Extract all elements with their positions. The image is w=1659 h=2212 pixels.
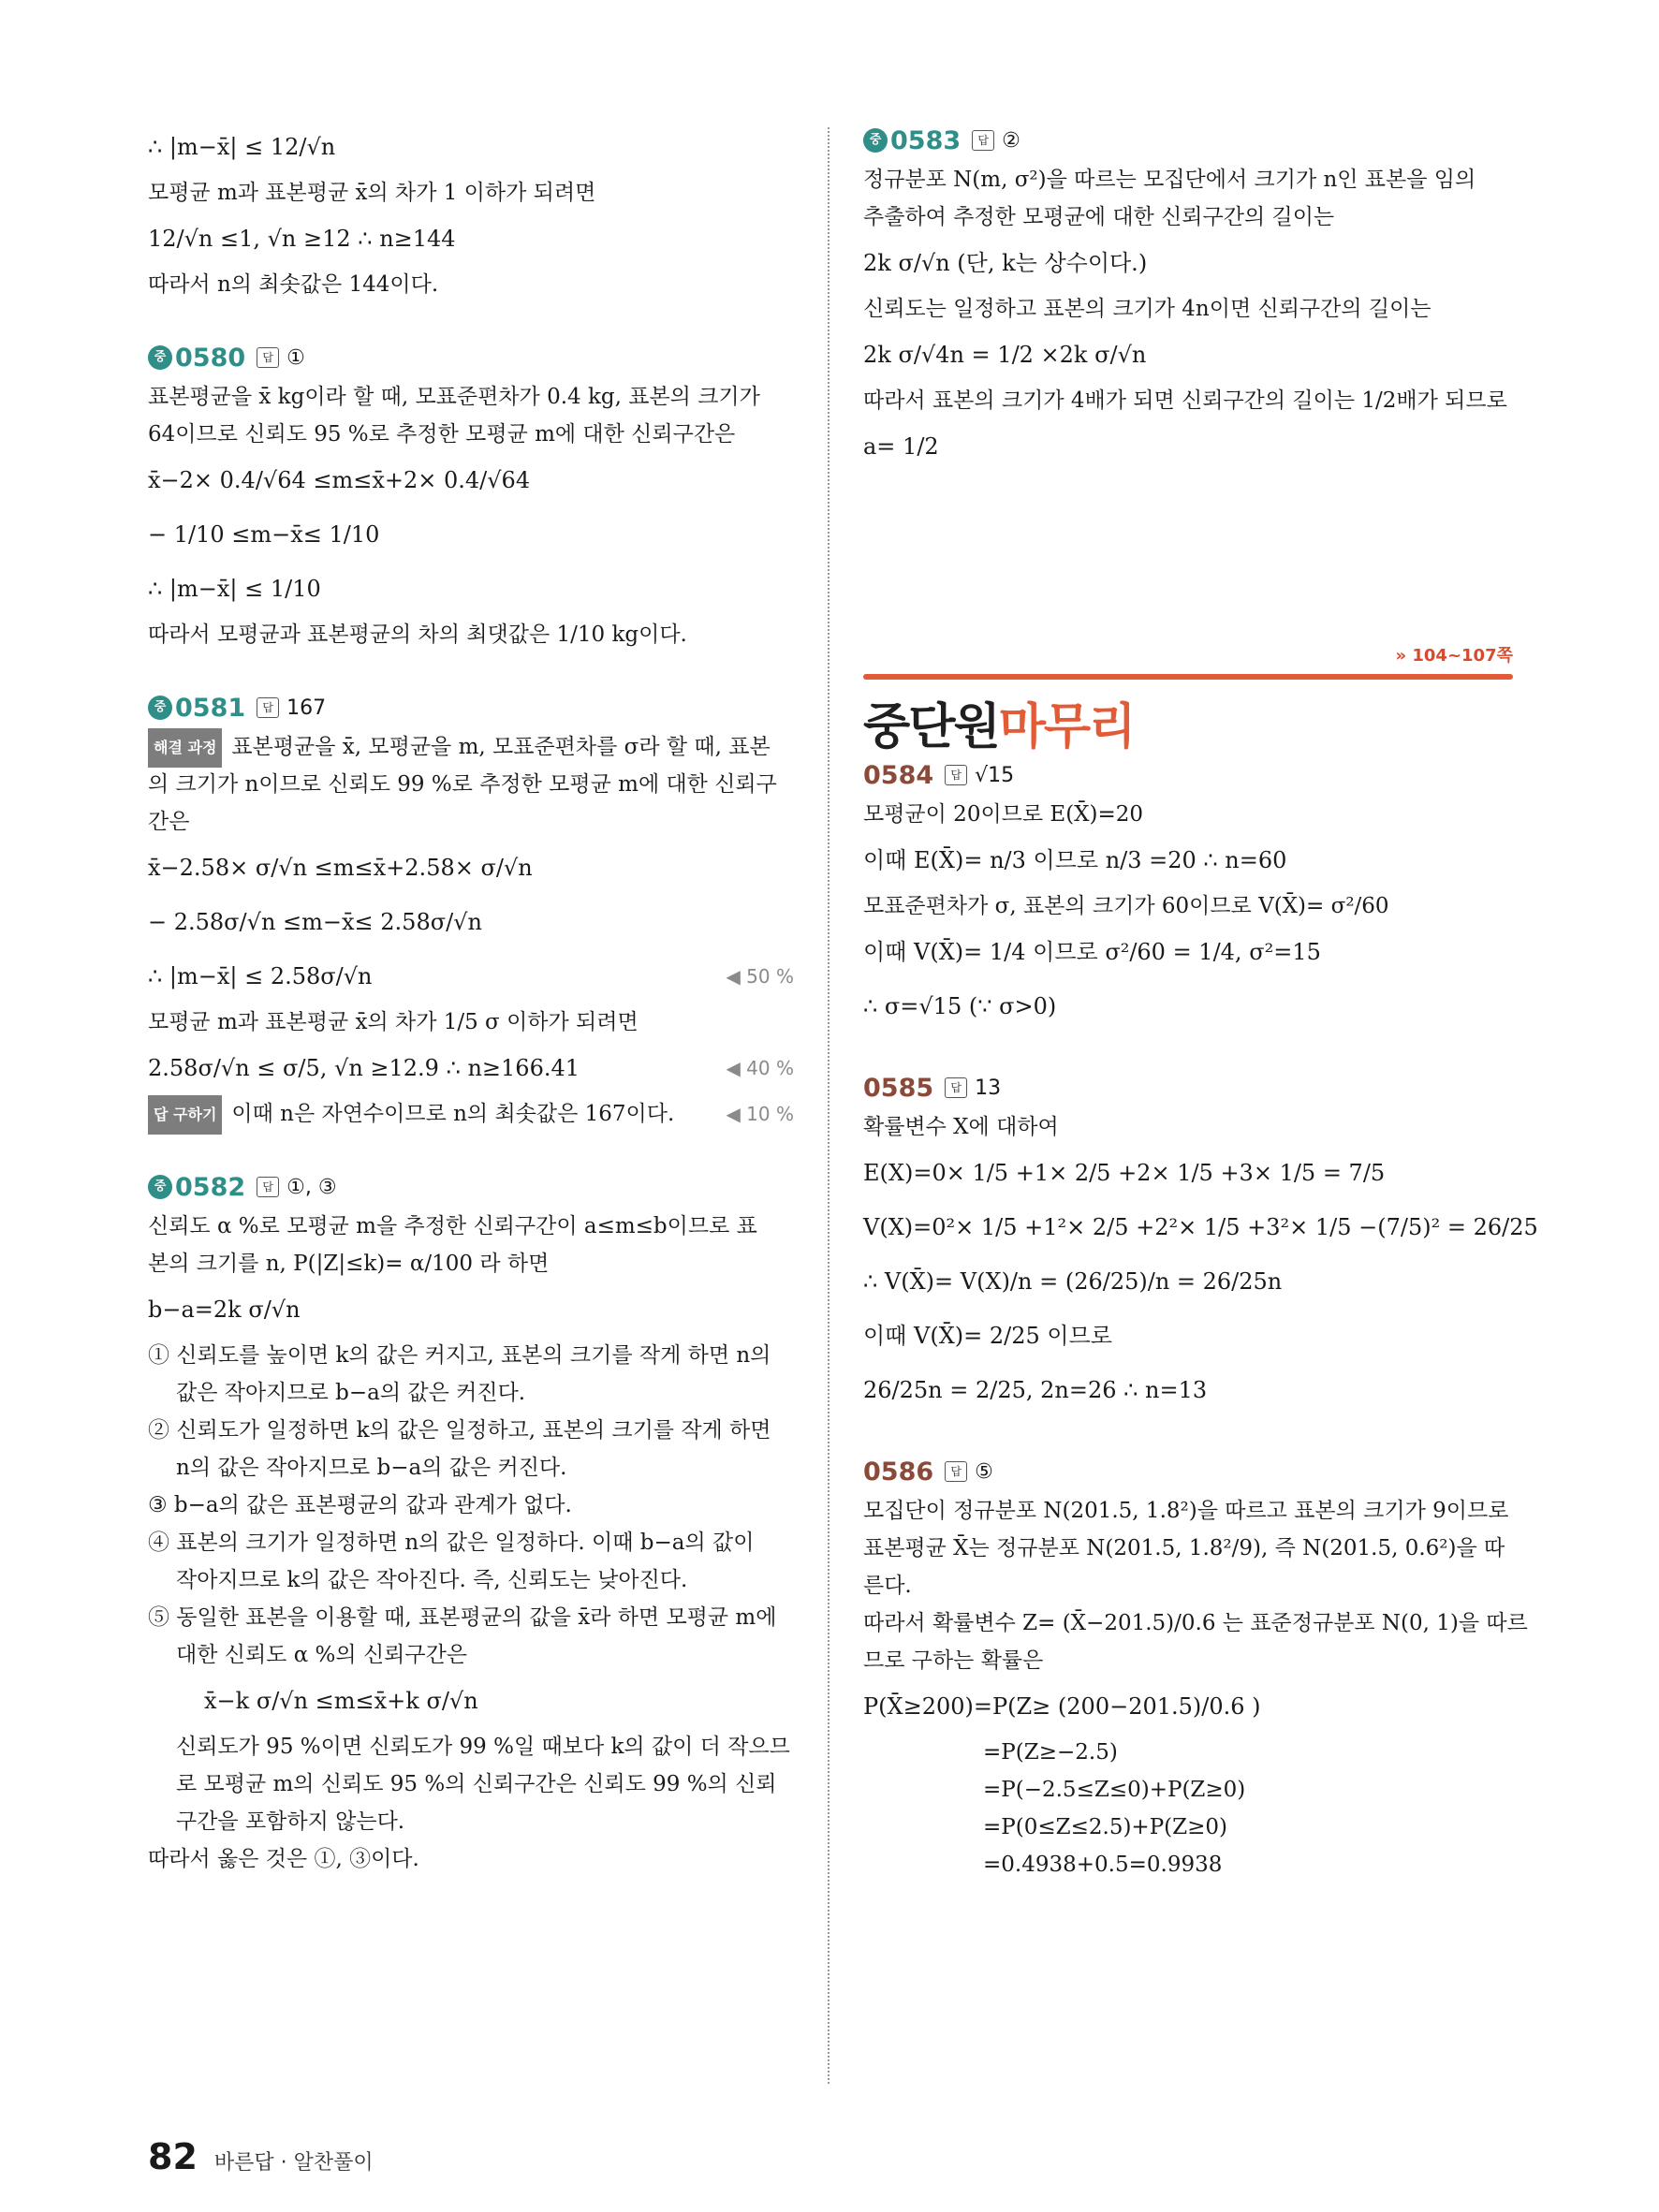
difficulty-mark: 중 xyxy=(148,696,172,720)
right-bottom-solutions xyxy=(863,754,1538,1883)
line-text: 모평균이 20이므로 E(X̄)=20 xyxy=(863,802,1144,827)
line-text: 신뢰도가 95 %이면 신뢰도가 99 %일 때보다 k의 값이 더 작으므 xyxy=(176,1735,790,1759)
line-text: 른다. xyxy=(863,1574,912,1598)
section-title-part-2: 마무리 xyxy=(998,699,1135,755)
line-text: 2k σ/√n (단, k는 상수이다.) xyxy=(863,250,1148,276)
line-text: V(X)=0²× 1/5 +1²× 2/5 +2²× 1/5 +3²× 1/5 −(7/5)² = 26/25 xyxy=(863,1214,1538,1240)
answer-value: 13 xyxy=(975,1076,1002,1100)
math-line xyxy=(148,1674,794,1728)
difficulty-mark: 중 xyxy=(863,128,888,153)
difficulty-mark: 중 xyxy=(148,345,172,370)
line-text: ∴ |m−x̄| ≤ 1/10 xyxy=(148,576,321,602)
text-line xyxy=(863,1809,1513,1846)
line-text: 모평균 m과 표본평균 x̄의 차가 1/5 σ 이하가 되려면 xyxy=(148,1010,639,1034)
line-text: 표본평균을 x̄ kg이라 할 때, 모표준편차가 0.4 kg, 표본의 크기가 xyxy=(148,385,760,409)
answer-value: ①, ③ xyxy=(286,1175,337,1199)
text-line xyxy=(863,198,1513,236)
line-text: x̄−2× 0.4/√64 ≤m≤x̄+2× 0.4/√64 xyxy=(148,467,531,493)
question-number: 0585 xyxy=(863,1073,934,1103)
line-text: b−a=2k σ/√n xyxy=(148,1296,301,1323)
line-text: 모표준편차가 σ, 표본의 크기가 60이므로 V(X̄)= σ²/60 xyxy=(863,894,1389,918)
text-line xyxy=(148,1803,794,1840)
line-text: 확률변수 X에 대하여 xyxy=(863,1115,1059,1139)
line-text: 따라서 표본의 크기가 4배가 되면 신뢰구간의 길이는 1/2배가 되므로 xyxy=(863,388,1507,413)
text-line xyxy=(148,728,794,766)
page-number: 82 xyxy=(148,2136,198,2177)
answer-value: ⑤ xyxy=(975,1459,993,1484)
line-text: x̄−2.58× σ/√n ≤m≤x̄+2.58× σ/√n xyxy=(148,855,533,881)
line-text: 이때 V(X̄)= 2/25 이므로 xyxy=(863,1323,1112,1349)
question-number: 0586 xyxy=(863,1457,934,1487)
math-line xyxy=(148,1041,794,1095)
line-text: x̄−k σ/√n ≤m≤x̄+k σ/√n xyxy=(204,1688,478,1714)
math-line xyxy=(148,120,794,174)
step-tag: 해결 과정 xyxy=(148,728,222,768)
line-text: ① 신뢰도를 높이면 k의 값은 커지고, 표본의 크기를 작게 하면 n의 xyxy=(148,1343,771,1368)
line-text: 간은 xyxy=(148,810,190,834)
text-line xyxy=(148,1337,794,1374)
math-line xyxy=(863,925,1513,979)
text-line xyxy=(148,1003,794,1041)
question-header xyxy=(863,754,1513,796)
text-line xyxy=(148,1840,794,1878)
question-header xyxy=(863,120,1513,161)
line-text: 로 모평균 m의 신뢰도 95 %의 신뢰구간은 신뢰도 99 %의 신뢰 xyxy=(176,1772,777,1796)
line-text: 구간을 포함하지 않는다. xyxy=(176,1809,405,1834)
text-line xyxy=(148,378,794,416)
text-line xyxy=(148,1636,794,1674)
line-text: 이때 V(X̄)= 1/4 이므로 σ²/60 = 1/4, σ²=15 xyxy=(863,939,1321,965)
answer-icon: 답 xyxy=(945,1077,967,1098)
math-line xyxy=(148,453,794,507)
score-percent: ◀ 40 % xyxy=(726,1057,794,1079)
text-line xyxy=(148,416,794,453)
math-line xyxy=(863,236,1513,290)
score-percent: ◀ 10 % xyxy=(726,1103,794,1125)
step-tag: 답 구하기 xyxy=(148,1095,222,1135)
line-text: 모평균 m과 표본평균 x̄의 차가 1 이하가 되려면 xyxy=(148,181,596,205)
text-line xyxy=(148,766,794,803)
question-number: 0581 xyxy=(175,693,246,723)
line-text: 신뢰도는 일정하고 표본의 크기가 4n이면 신뢰구간의 길이는 xyxy=(863,297,1431,321)
math-line xyxy=(148,841,794,895)
text-line xyxy=(863,1734,1513,1771)
line-text: 따라서 옳은 것은 ①, ③이다. xyxy=(148,1847,419,1871)
line-text: 므로 구하는 확률은 xyxy=(863,1648,1044,1673)
column-divider xyxy=(828,127,830,2084)
line-text: − 1/10 ≤m−x̄≤ 1/10 xyxy=(148,521,380,548)
text-line xyxy=(148,1765,794,1803)
math-line xyxy=(863,833,1513,887)
text-line xyxy=(148,1599,794,1636)
text-line xyxy=(148,1412,794,1449)
line-text: ∴ σ=√15 (∵ σ>0) xyxy=(863,993,1057,1019)
line-text: =P(−2.5≤Z≤0)+P(Z≥0) xyxy=(983,1778,1246,1802)
text-line xyxy=(148,1487,794,1524)
line-text: 작아지므로 k의 값은 작아진다. 즉, 신뢰도는 낮아진다. xyxy=(176,1568,688,1592)
math-line xyxy=(148,895,794,949)
text-line xyxy=(148,1449,794,1487)
line-text: 이때 E(X̄)= n/3 이므로 n/3 =20 ∴ n=60 xyxy=(863,847,1287,873)
line-text: 대한 신뢰도 α %의 신뢰구간은 xyxy=(176,1643,468,1667)
math-line xyxy=(863,979,1513,1033)
question-number: 0583 xyxy=(890,125,962,155)
line-text: 따라서 모평균과 표본평균의 차의 최댓값은 1/10 kg이다. xyxy=(148,623,687,647)
line-text: 표본평균을 x̄, 모평균을 m, 모표준편차를 σ라 할 때, 표본 xyxy=(231,735,771,759)
math-line xyxy=(148,949,794,1003)
line-text: ⑤ 동일한 표본을 이용할 때, 표본평균의 값을 x̄라 하면 모평균 m에 xyxy=(148,1605,777,1630)
math-line xyxy=(148,507,794,562)
text-line xyxy=(863,1604,1528,1642)
answer-value: 167 xyxy=(286,696,327,720)
answer-icon: 답 xyxy=(972,130,994,151)
answer-icon: 답 xyxy=(257,697,279,718)
line-text: =P(0≤Z≤2.5)+P(Z≥0) xyxy=(983,1815,1228,1839)
text-line xyxy=(863,382,1513,419)
text-line xyxy=(148,803,794,841)
question-header xyxy=(148,1166,794,1208)
footer-text: 바른답 · 알찬풀이 xyxy=(213,2151,374,2175)
page-footer xyxy=(148,2136,374,2177)
line-text: 본의 크기를 n, P(|Z|≤k)= α/100 라 하면 xyxy=(148,1252,550,1276)
question-number: 0580 xyxy=(175,343,246,373)
line-text: n의 값은 작아지므로 b−a의 값은 커진다. xyxy=(176,1456,567,1480)
math-line xyxy=(863,1200,1538,1254)
text-line xyxy=(863,887,1513,925)
question-number: 0584 xyxy=(863,760,934,790)
math-line xyxy=(863,1254,1513,1309)
line-text: 의 크기가 n이므로 신뢰도 99 %로 추정한 모평균 m에 대한 신뢰구 xyxy=(148,772,777,797)
answer-value: ② xyxy=(1002,128,1020,153)
answer-icon: 답 xyxy=(257,1177,279,1197)
answer-icon: 답 xyxy=(945,1461,967,1482)
left-column xyxy=(148,120,794,1878)
answer-value: ① xyxy=(286,345,305,370)
answer-value: √15 xyxy=(975,763,1015,787)
line-text: 따라서 n의 최솟값은 144이다. xyxy=(148,272,439,297)
line-text: 2.58σ/√n ≤ σ/5, √n ≥12.9 ∴ n≥166.41 xyxy=(148,1055,580,1081)
text-line xyxy=(148,1208,794,1245)
math-line xyxy=(148,1282,794,1337)
line-text: − 2.58σ/√n ≤m−x̄≤ 2.58σ/√n xyxy=(148,909,482,935)
question-number: 0582 xyxy=(175,1172,246,1202)
text-line xyxy=(863,796,1513,833)
math-line xyxy=(863,1363,1513,1417)
question-header xyxy=(863,1451,1513,1492)
line-text: 모집단이 정규분포 N(201.5, 1.8²)을 따르고 표본의 크기가 9이므로 xyxy=(863,1499,1509,1523)
question-header xyxy=(148,337,794,378)
line-text: =P(Z≥−2.5) xyxy=(983,1740,1118,1765)
section-title-part-1: 중단원 xyxy=(863,699,999,755)
line-text: 신뢰도 α %로 모평균 m을 추정한 신뢰구간이 a≤m≤b이므로 표 xyxy=(148,1214,757,1238)
text-line xyxy=(863,1771,1513,1809)
text-line xyxy=(863,290,1513,328)
text-line xyxy=(148,1095,794,1133)
difficulty-mark: 중 xyxy=(148,1175,172,1199)
math-line xyxy=(863,1309,1513,1363)
line-text: 추출하여 추정한 모평균에 대한 신뢰구간의 길이는 xyxy=(863,205,1335,229)
text-line xyxy=(863,1530,1513,1567)
answer-icon: 답 xyxy=(945,765,967,785)
answer-icon: 답 xyxy=(257,347,279,368)
text-line xyxy=(863,1108,1513,1146)
text-line xyxy=(148,1524,794,1561)
line-text: ∴ |m−x̄| ≤ 2.58σ/√n xyxy=(148,963,373,989)
line-text: 12/√n ≤1, √n ≥12 ∴ n≥144 xyxy=(148,226,456,252)
math-line xyxy=(863,1679,1513,1734)
math-line xyxy=(148,212,794,266)
line-text: 따라서 확률변수 Z= (X̄−201.5)/0.6 는 표준정규분포 N(0, 1)을 따르 xyxy=(863,1611,1528,1635)
banner-bar xyxy=(863,674,1513,680)
score-percent: ◀ 50 % xyxy=(726,965,794,988)
math-line xyxy=(148,562,794,616)
section-title xyxy=(863,687,1134,757)
text-line xyxy=(148,1561,794,1599)
line-text: ∴ |m−x̄| ≤ 12/√n xyxy=(148,134,336,160)
line-text: ∴ V(X̄)= V(X)/n = (26/25)/n = 26/25n xyxy=(863,1268,1283,1295)
right-column xyxy=(863,120,1538,1883)
line-text: E(X)=0× 1/5 +1× 2/5 +2× 1/5 +3× 1/5 = 7/5 xyxy=(863,1160,1386,1186)
text-line xyxy=(863,1492,1513,1530)
text-line xyxy=(148,1728,794,1765)
line-text: =0.4938+0.5=0.9938 xyxy=(983,1853,1223,1877)
text-line xyxy=(863,1567,1513,1604)
line-text: 26/25n = 2/25, 2n=26 ∴ n=13 xyxy=(863,1377,1208,1403)
math-line xyxy=(863,1146,1513,1200)
line-text: 값은 작아지므로 b−a의 값은 커진다. xyxy=(176,1381,526,1405)
text-line xyxy=(863,1846,1513,1883)
math-line xyxy=(863,419,1513,474)
line-text: 표본평균 X̄는 정규분포 N(201.5, 1.8²/9), 즉 N(201.5, 0.6²)을 따 xyxy=(863,1536,1505,1560)
line-text: P(X̄≥200)=P(Z≥ (200−201.5)/0.6 ) xyxy=(863,1693,1261,1720)
text-line xyxy=(148,1245,794,1282)
right-top-solutions xyxy=(863,120,1513,474)
line-text: 정규분포 N(m, σ²)을 따르는 모집단에서 크기가 n인 표본을 임의 xyxy=(863,168,1476,192)
question-header xyxy=(863,1067,1513,1108)
line-text: 2k σ/√4n = 1/2 ×2k σ/√n xyxy=(863,342,1147,368)
math-line xyxy=(863,328,1513,382)
text-line xyxy=(863,1642,1513,1679)
text-line xyxy=(863,161,1513,198)
text-line xyxy=(148,1374,794,1412)
text-line xyxy=(148,266,794,303)
line-text: 이때 n은 자연수이므로 n의 최솟값은 167이다. xyxy=(231,1102,675,1126)
line-text: ② 신뢰도가 일정하면 k의 값은 일정하고, 표본의 크기를 작게 하면 xyxy=(148,1418,771,1443)
question-header xyxy=(148,687,794,728)
text-line xyxy=(148,174,794,212)
section-banner xyxy=(863,642,1513,754)
line-text: a= 1/2 xyxy=(863,433,939,460)
page-reference: » 104~107쪽 xyxy=(1395,646,1513,666)
text-line xyxy=(148,616,794,653)
line-text: 64이므로 신뢰도 95 %로 추정한 모평균 m에 대한 신뢰구간은 xyxy=(148,422,736,447)
line-text: ③ b−a의 값은 표본평균의 값과 관계가 없다. xyxy=(148,1493,572,1517)
line-text: ④ 표본의 크기가 일정하면 n의 값은 일정하다. 이때 b−a의 값이 xyxy=(148,1531,755,1555)
